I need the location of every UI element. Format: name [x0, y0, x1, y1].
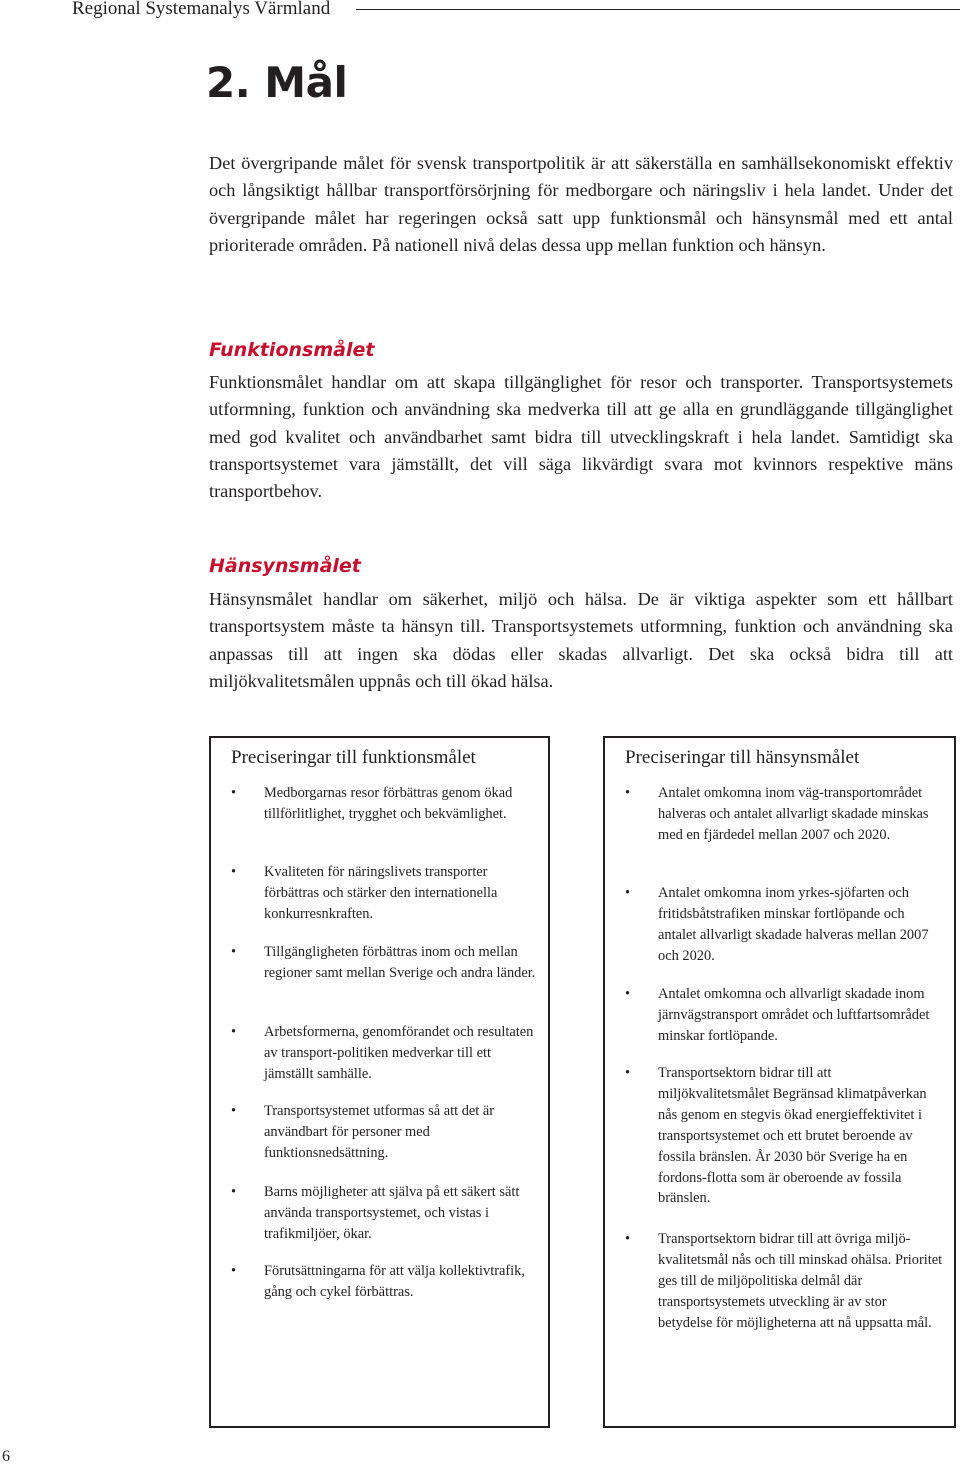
running-header: Regional Systemanalys Värmland — [72, 0, 331, 19]
page-number: 6 — [2, 1448, 10, 1465]
list-item: • Antalet omkomna inom väg-transportområdet halveras och antalet allvarligt skadade minskas med en fjärdedel mellan 2007 och 2020. — [625, 785, 929, 843]
bullet-icon: • — [625, 986, 631, 1002]
hansynsmalet-paragraph: Hänsynsmålet handlar om säkerhet, miljö och hälsa. De är viktiga aspekter som ett hållbart transportsystem måste ta hänsyn till. Transportsystemets utformning, funktion och användning ska anpassas till att ingen ska dödas eller skadas allvarligt. Det ska också bidra till att miljökvalitetsmålen uppnås och till ökad hälsa. — [209, 589, 953, 691]
box-title-hansyn: Preciseringar till hänsynsmålet — [625, 747, 860, 768]
bullet-icon: • — [625, 885, 631, 901]
bullet-icon: • — [231, 1184, 237, 1200]
bullet-icon: • — [231, 785, 237, 801]
bullet-icon: • — [231, 1103, 237, 1119]
bullet-icon: • — [231, 1024, 237, 1040]
list-item: • Transportsektorn bidrar till att övriga miljö-kvalitetsmål nås och till minskad ohälsa. Prioritet ges till de miljöpolitiska delmål där transportsystemets utveckling är av stor betydelse för möjligheterna att nå uppsatta mål. — [625, 1231, 943, 1331]
heading-hansynsmalet: Hänsynsmålet — [209, 555, 361, 577]
bullet-icon: • — [231, 944, 237, 960]
chapter-title: 2. Mål — [206, 58, 348, 107]
box-preciseringar-funktion — [209, 736, 550, 1428]
list-item: • Medborgarnas resor förbättras genom ökad tillförlitlighet, trygghet och bekvämlighet. — [231, 785, 513, 822]
bullet-icon: • — [625, 1065, 631, 1081]
list-item: • Transportsystemet utformas så att det är användbart för personer med funktionsnedsättning. — [231, 1103, 495, 1161]
bullet-icon: • — [625, 785, 631, 801]
list-item: • Antalet omkomna och allvarligt skadade inom järnvägstransport området och luftfartsområdet minskar fortlöpande. — [625, 986, 930, 1044]
list-item: • Förutsättningarna för att välja kollektivtrafik, gång och cykel förbättras. — [231, 1263, 525, 1300]
list-item: • Antalet omkomna inom yrkes-sjöfarten och fritidsbåtstrafiken minskar fortlöpande och antalet allvarligt skadade halveras mellan 2007 och 2020. — [625, 885, 929, 964]
funktionsmalet-paragraph: Funktionsmålet handlar om att skapa tillgänglighet för resor och transporter. Transportsystemets utformning, funktion och användning ska medverka till att ge alla en grundläggande tillgänglighet med god kvalitet och användbarhet samt bidra till utvecklingskraft i hela landet. Samtidigt ska transportsystemet vara jämställt, det vill säga likvärdigt svara mot kvinnors respektive mäns transportbehov. — [209, 372, 953, 502]
intro-paragraph: Det övergripande målet för svensk transportpolitik är att säkerställa en samhällsekonomiskt effektiv och långsiktigt hållbar transportförsörjning för medborgare och näringsliv i hela landet. Under det övergripande målet har regeringen också satt upp funktionsmål och hänsynsmål med ett antal prioriterade områden. På nationell nivå delas dessa upp mellan funktion och hänsyn. — [209, 153, 953, 255]
bullet-icon: • — [231, 864, 237, 880]
list-item: • Tillgängligheten förbättras inom och mellan regioner samt mellan Sverige och andra länder. — [231, 944, 536, 981]
list-item: • Barns möjligheter att själva på ett säkert sätt använda transportsystemet, och vistas i trafikmiljöer, ökar. — [231, 1184, 520, 1242]
list-item: • Arbetsformerna, genomförandet och resultaten av transport-politiken medverkar till ett jämställt samhälle. — [231, 1024, 534, 1082]
header-rule — [356, 9, 960, 10]
heading-funktionsmalet: Funktionsmålet — [209, 339, 375, 361]
box-title-funktion: Preciseringar till funktionsmålet — [231, 747, 476, 768]
list-item: • Kvaliteten för näringslivets transporter förbättras och stärker den internationella konkurresnkraften. — [231, 864, 498, 922]
list-item: • Transportsektorn bidrar till att miljökvalitetsmålet Begränsad klimatpåverkan nås genom en stegvis ökad energieffektivitet i transportsystemet och ett brutet beroende av fossila bränslen. År 2030 bör Sverige ha en fordons-flotta som är oberoende av fossila bränslen. — [625, 1065, 927, 1207]
bullet-icon: • — [231, 1263, 237, 1279]
box-preciseringar-hansyn — [603, 736, 956, 1428]
bullet-icon: • — [625, 1231, 631, 1247]
